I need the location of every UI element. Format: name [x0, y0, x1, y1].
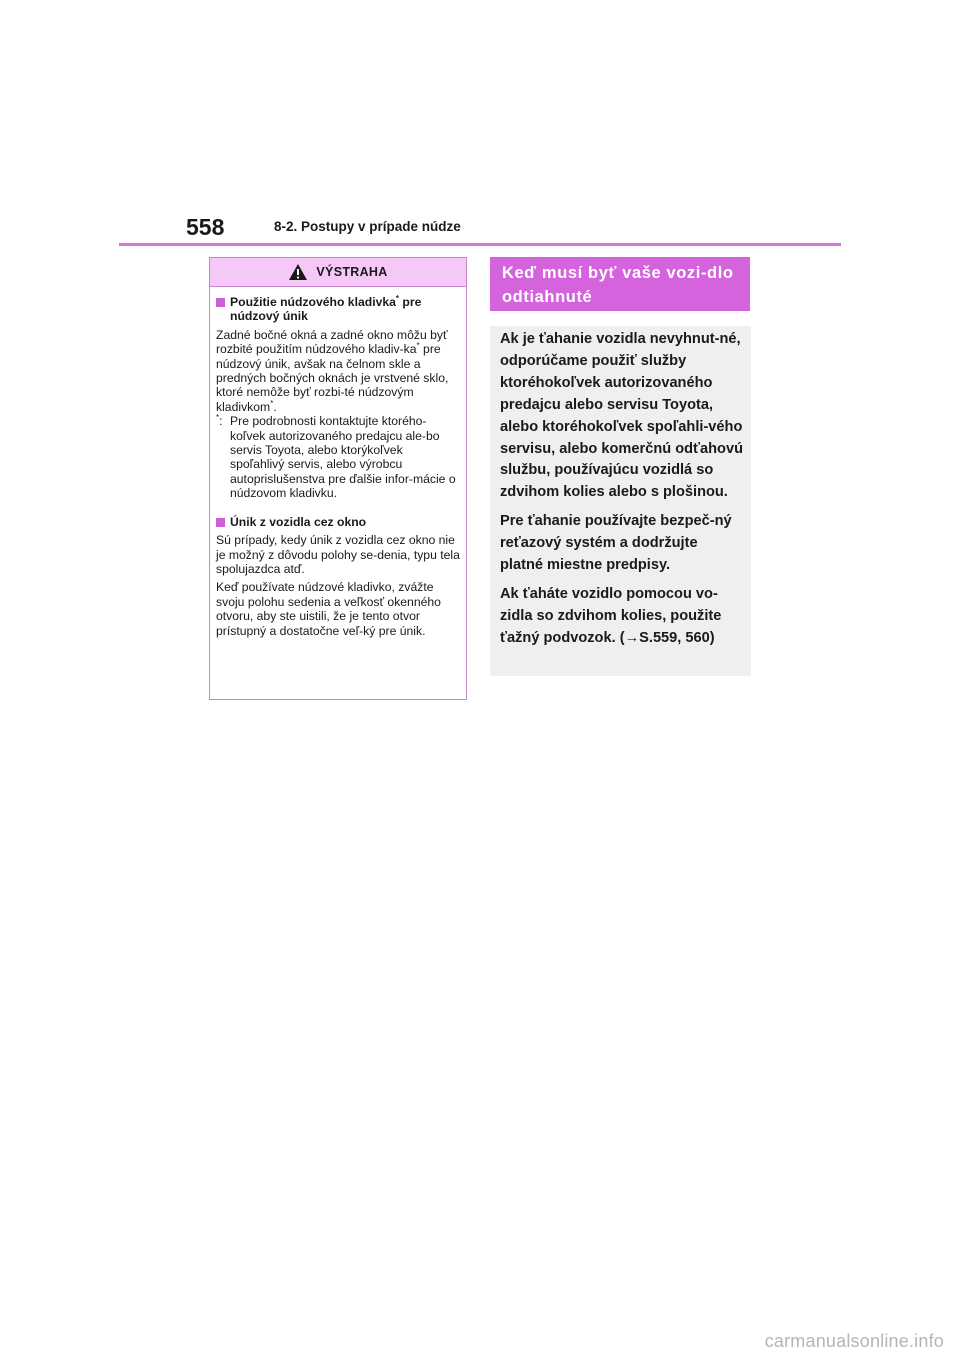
footnote-text: Pre podrobnosti kontaktujte ktorého-koľvek autorizovaného predajcu ale-bo servis Toyota, alebo ktorýkoľvek spoľahlivý servis, alebo výrobcu autoprislušenstva pre ďalšie infor-mácie o núdzovom kladivku. — [230, 414, 456, 501]
warning-title: VÝSTRAHA — [316, 265, 388, 279]
towing-info-box — [490, 326, 751, 676]
warning-paragraph: Zadné bočné okná a zadné okno môžu byť rozbité použitím núdzového kladiv-ka* pre núdzový únik, avšak na čelnom skle a predných bočných oknách je vrstvené sklo, ktoré nemôže byť rozbi-té núdzovým kladivkom*. — [216, 327, 449, 414]
asterisk-mark: * — [395, 293, 400, 303]
arrow-right-icon: → — [624, 629, 640, 646]
asterisk-mark: * — [270, 398, 274, 408]
warning-triangle-icon — [288, 263, 308, 281]
towing-paragraph: Ak ťaháte vozidlo pomocou vo-zidla so zdvihom kolies, použite ťažný podvozok. (→S.559, 560) — [500, 585, 722, 646]
heading-text: Únik z vozidla cez okno — [230, 514, 367, 529]
page-number: 558 — [186, 214, 225, 240]
watermark: carmanualsonline.info — [764, 1331, 944, 1351]
bullet-square-icon — [216, 518, 225, 527]
warning-body — [210, 287, 466, 638]
warning-item-heading — [216, 295, 460, 324]
warning-item-heading — [216, 515, 460, 529]
warning-paragraph: Keď používate núdzové kladivko, zvážte svoju polohu sedenia a veľkosť okenného otvoru, aby ste uistili, že je tento otvor prístupný a dostatočne veľ-ký pre únik. — [216, 580, 441, 638]
warning-box — [209, 257, 467, 700]
heading-text: pre núdzový únik — [230, 295, 422, 324]
bullet-square-icon — [216, 298, 225, 307]
warning-header — [210, 258, 466, 287]
towing-paragraph: Pre ťahanie používajte bezpeč-ný reťazový systém a dodržujte platné miestne predpisy. — [500, 513, 732, 574]
header-rule — [119, 243, 841, 246]
footnote: *: Pre podrobnosti kontaktujte ktorého-koľvek autorizovaného predajcu ale-bo servis Toyota, alebo ktorýkoľvek spoľahlivý servis, alebo výrobcu autoprislušenstva pre ďalšie infor-mácie o núdzovom kladivku. — [216, 414, 460, 500]
section-title: 8-2. Postupy v prípade núdze — [274, 219, 461, 234]
heading-text: Použitie núdzového kladivka — [230, 295, 396, 309]
asterisk-mark: * — [216, 413, 220, 423]
asterisk-mark: * — [416, 341, 420, 351]
towing-paragraph: Ak je ťahanie vozidla nevyhnut-né, odporúčame použiť služby ktoréhokoľvek autorizovaného predajcu alebo servisu Toyota, alebo ktoréhokoľvek spoľahli-vého servisu, alebo komerčnú odťahovú službu, používajúcu vozidlá so zdvihom kolies alebo s plošinou. — [500, 331, 743, 501]
towing-title: Keď musí byť vaše vozi-dlo odtiahnuté — [490, 257, 750, 311]
warning-paragraph: Sú prípady, kedy únik z vozidla cez okno nie je možný z dôvodu polohy se-denia, typu tela spolujazdca atď. — [216, 533, 460, 576]
